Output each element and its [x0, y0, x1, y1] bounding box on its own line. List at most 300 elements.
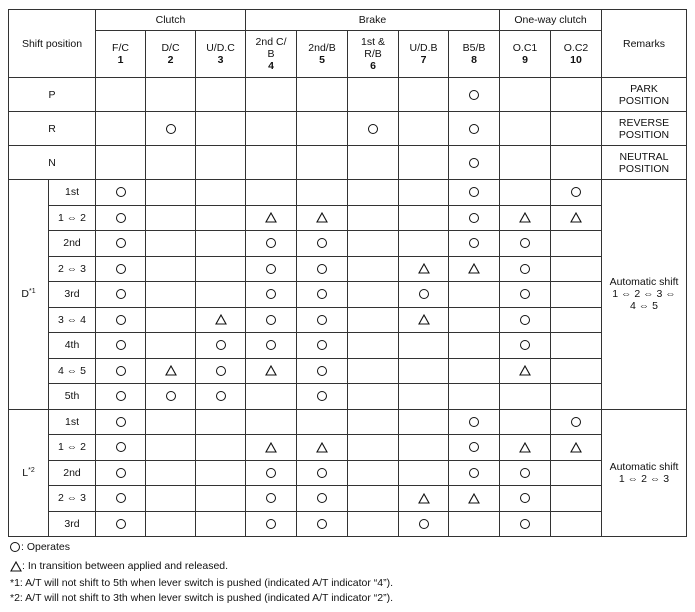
table-cell [348, 511, 399, 537]
table-cell [399, 486, 449, 512]
gear-label: 4 ⇔ 5 [49, 358, 96, 384]
circle-icon [571, 417, 581, 427]
table-cell [246, 78, 297, 112]
table-cell [196, 112, 246, 146]
table-cell [96, 511, 146, 537]
table-cell [500, 358, 551, 384]
table-cell [196, 409, 246, 435]
table-cell [297, 205, 348, 231]
circle-icon [469, 417, 479, 427]
table-cell [399, 112, 449, 146]
table-cell [500, 486, 551, 512]
table-cell [348, 460, 399, 486]
column-number: 2 [167, 54, 174, 66]
table-cell [96, 486, 146, 512]
column-number: 1 [117, 54, 124, 66]
table-cell [146, 180, 196, 206]
table-cell [551, 112, 602, 146]
table-cell [348, 180, 399, 206]
column-name: B5/B [462, 42, 486, 54]
table-cell [449, 231, 500, 257]
column-header [96, 31, 146, 78]
table-cell [551, 256, 602, 282]
table-cell [399, 256, 449, 282]
table-cell [449, 486, 500, 512]
circle-icon [520, 264, 530, 274]
table-cell [246, 486, 297, 512]
circle-icon [116, 213, 126, 223]
table-row [9, 112, 687, 146]
table-cell [297, 180, 348, 206]
table-cell [96, 112, 146, 146]
circle-icon [216, 366, 226, 376]
table-cell [449, 307, 500, 333]
table-cell [500, 205, 551, 231]
column-name: 2nd/B [308, 42, 336, 54]
table-cell [399, 358, 449, 384]
table-cell [399, 384, 449, 410]
table-cell [500, 333, 551, 359]
circle-icon [317, 366, 327, 376]
table-row [9, 384, 687, 410]
shift-position-label: P [9, 78, 96, 112]
table-cell [146, 435, 196, 461]
table-cell [246, 460, 297, 486]
table-cell [146, 231, 196, 257]
triangle-icon [519, 212, 531, 223]
table-cell [196, 146, 246, 180]
table-row [9, 333, 687, 359]
table-cell [146, 307, 196, 333]
table-cell [146, 486, 196, 512]
column-number: 7 [420, 54, 427, 66]
table-cell [348, 256, 399, 282]
table-cell [196, 256, 246, 282]
table-cell [551, 384, 602, 410]
table-cell [196, 205, 246, 231]
table-cell [500, 112, 551, 146]
table-cell [449, 409, 500, 435]
triangle-icon [265, 212, 277, 223]
circle-icon [368, 124, 378, 134]
table-cell [146, 384, 196, 410]
circle-icon [266, 315, 276, 325]
table-row [9, 205, 687, 231]
circle-icon [216, 391, 226, 401]
column-name: O.C1 [512, 42, 538, 54]
table-cell [146, 78, 196, 112]
circle-icon [266, 468, 276, 478]
table-cell [297, 112, 348, 146]
table-cell [399, 282, 449, 308]
legend-transition [10, 560, 228, 573]
triangle-icon [316, 442, 328, 453]
table-cell [399, 146, 449, 180]
circle-icon [116, 519, 126, 529]
range-label-text: L [22, 466, 29, 479]
table-cell [146, 282, 196, 308]
table-cell [146, 358, 196, 384]
circle-icon [116, 417, 126, 427]
gear-label: 3rd [49, 511, 96, 537]
circle-icon [469, 90, 479, 100]
table-row [9, 307, 687, 333]
range-label-d [9, 180, 49, 410]
remarks-cell: Automatic shift 1 ⇔ 2 ⇔ 3 [602, 409, 687, 537]
table-cell [196, 180, 246, 206]
circle-icon [116, 442, 126, 452]
circle-icon [166, 391, 176, 401]
column-header [551, 31, 602, 78]
table-cell [297, 146, 348, 180]
table-cell [246, 333, 297, 359]
circle-icon [317, 315, 327, 325]
shift-position-table [8, 9, 687, 537]
circle-icon [116, 340, 126, 350]
table-cell [96, 231, 146, 257]
range-label-footnote-mark: *1 [28, 288, 36, 296]
circle-icon [116, 366, 126, 376]
triangle-icon [215, 314, 227, 325]
table-cell [146, 409, 196, 435]
table-cell [348, 146, 399, 180]
table-cell [196, 460, 246, 486]
circle-icon [317, 468, 327, 478]
gear-label: 1st [49, 180, 96, 206]
table-cell [551, 231, 602, 257]
circle-icon [469, 124, 479, 134]
table-cell [246, 256, 297, 282]
table-cell [297, 78, 348, 112]
table-cell [348, 205, 399, 231]
table-cell [500, 231, 551, 257]
table-cell [246, 435, 297, 461]
table-cell [449, 205, 500, 231]
circle-icon [520, 519, 530, 529]
table-cell [297, 333, 348, 359]
table-cell [96, 409, 146, 435]
table-cell [196, 78, 246, 112]
table-cell [500, 409, 551, 435]
table-cell [297, 511, 348, 537]
table-cell [196, 231, 246, 257]
table-cell [551, 333, 602, 359]
table-row [9, 460, 687, 486]
column-header [449, 31, 500, 78]
shift-position-label: N [9, 146, 96, 180]
gear-label: 4th [49, 333, 96, 359]
footnote-1: *1: A/T will not shift to 5th when lever switch is pushed (indicated A/T indicator “4”). [10, 577, 394, 589]
triangle-icon [265, 365, 277, 376]
table-cell [551, 435, 602, 461]
shift-position-header: Shift position [9, 10, 96, 78]
table-cell [246, 307, 297, 333]
triangle-icon [418, 263, 430, 274]
table-cell [449, 282, 500, 308]
circle-icon [419, 519, 429, 529]
gear-label: 5th [49, 384, 96, 410]
table-cell [449, 384, 500, 410]
circle-icon [317, 238, 327, 248]
circle-icon [266, 493, 276, 503]
table-cell [96, 180, 146, 206]
circle-icon [317, 391, 327, 401]
circle-icon [520, 340, 530, 350]
table-cell [246, 511, 297, 537]
table-cell [449, 256, 500, 282]
circle-icon [520, 289, 530, 299]
column-header [399, 31, 449, 78]
table-cell [297, 435, 348, 461]
remarks-cell: REVERSE POSITION [602, 112, 687, 146]
table-row [9, 511, 687, 537]
circle-icon [116, 187, 126, 197]
table-cell [96, 307, 146, 333]
remarks-header: Remarks [602, 10, 687, 78]
table-cell [146, 333, 196, 359]
table-cell [399, 511, 449, 537]
table-cell [399, 435, 449, 461]
table-cell [196, 333, 246, 359]
circle-icon [216, 340, 226, 350]
circle-icon [469, 468, 479, 478]
circle-icon [116, 289, 126, 299]
circle-icon [317, 493, 327, 503]
table-cell [297, 384, 348, 410]
table-cell [348, 384, 399, 410]
table-cell [551, 205, 602, 231]
column-number: 4 [268, 60, 274, 72]
table-row [9, 180, 687, 206]
table-cell [246, 180, 297, 206]
circle-icon [266, 519, 276, 529]
table-cell [500, 146, 551, 180]
gear-label: 2 ⇔ 3 [49, 256, 96, 282]
shift-position-label: R [9, 112, 96, 146]
circle-icon [419, 289, 429, 299]
circle-icon [116, 391, 126, 401]
triangle-icon [316, 212, 328, 223]
table-cell [449, 333, 500, 359]
range-label-footnote-mark: *2 [28, 466, 35, 474]
circle-icon [116, 238, 126, 248]
column-header [146, 31, 196, 78]
circle-icon [166, 124, 176, 134]
table-cell [449, 435, 500, 461]
table-cell [551, 282, 602, 308]
column-name: U/D.C [206, 42, 235, 54]
table-cell [246, 409, 297, 435]
table-cell [399, 78, 449, 112]
column-number: 5 [319, 54, 325, 66]
column-header [500, 31, 551, 78]
triangle-icon [265, 442, 277, 453]
table-cell [146, 146, 196, 180]
table-cell [500, 180, 551, 206]
circle-icon [520, 238, 530, 248]
table-cell [246, 358, 297, 384]
circle-icon [317, 340, 327, 350]
table-cell [348, 231, 399, 257]
legend-operates-text: : Operates [21, 541, 71, 553]
circle-icon [116, 468, 126, 478]
table-cell [551, 460, 602, 486]
circle-icon [520, 315, 530, 325]
table-cell [500, 256, 551, 282]
table-row [9, 256, 687, 282]
gear-label: 1st [49, 409, 96, 435]
triangle-icon [519, 365, 531, 376]
table-cell [196, 307, 246, 333]
circle-icon [10, 542, 20, 552]
circle-icon [520, 493, 530, 503]
table-cell [96, 146, 146, 180]
table-cell [399, 409, 449, 435]
circle-icon [116, 264, 126, 274]
remarks-cell: PARK POSITION [602, 78, 687, 112]
table-cell [449, 460, 500, 486]
table-cell [399, 205, 449, 231]
table-cell [146, 112, 196, 146]
table-cell [246, 205, 297, 231]
triangle-icon [418, 314, 430, 325]
table-cell [551, 78, 602, 112]
table-cell [348, 78, 399, 112]
table-cell [297, 358, 348, 384]
gear-label: 1 ⇔ 2 [49, 205, 96, 231]
table-row [9, 231, 687, 257]
circle-icon [317, 264, 327, 274]
column-header [348, 31, 399, 78]
triangle-icon [165, 365, 177, 376]
table-cell [246, 231, 297, 257]
group-header-clutch: Clutch [96, 10, 246, 31]
table-row [9, 409, 687, 435]
table-cell [96, 384, 146, 410]
table-cell [348, 307, 399, 333]
table-cell [297, 307, 348, 333]
circle-icon [317, 519, 327, 529]
table-cell [551, 146, 602, 180]
circle-icon [520, 468, 530, 478]
table-cell [348, 333, 399, 359]
table-cell [551, 307, 602, 333]
table-cell [551, 409, 602, 435]
triangle-icon [468, 263, 480, 274]
table-cell [297, 460, 348, 486]
table-cell [196, 486, 246, 512]
table-cell [196, 282, 246, 308]
table-cell [196, 435, 246, 461]
circle-icon [469, 158, 479, 168]
column-name: U/D.B [409, 42, 438, 54]
circle-icon [469, 187, 479, 197]
table-cell [348, 358, 399, 384]
table-cell [96, 358, 146, 384]
table-cell [246, 282, 297, 308]
gear-label: 2nd [49, 231, 96, 257]
table-cell [551, 486, 602, 512]
table-cell [449, 180, 500, 206]
column-name: O.C2 [563, 42, 589, 54]
table-cell [96, 282, 146, 308]
gear-label: 3rd [49, 282, 96, 308]
table-cell [297, 256, 348, 282]
circle-icon [469, 213, 479, 223]
table-cell [246, 112, 297, 146]
circle-icon [469, 442, 479, 452]
column-name: 2nd C/ B [255, 36, 287, 60]
table-cell [399, 231, 449, 257]
circle-icon [266, 289, 276, 299]
table-cell [96, 256, 146, 282]
table-cell [348, 112, 399, 146]
table-row [9, 282, 687, 308]
table-cell [146, 256, 196, 282]
gear-label: 2 ⇔ 3 [49, 486, 96, 512]
table-cell [500, 78, 551, 112]
table-cell [297, 282, 348, 308]
table-cell [449, 112, 500, 146]
group-header-brake: Brake [246, 10, 500, 31]
triangle-icon [570, 442, 582, 453]
table-row [9, 358, 687, 384]
table-cell [348, 486, 399, 512]
gear-label: 2nd [49, 460, 96, 486]
table-cell [399, 460, 449, 486]
circle-icon [116, 493, 126, 503]
column-header [196, 31, 246, 78]
table-cell [246, 146, 297, 180]
range-label-text: D [21, 288, 29, 301]
legend-operates [10, 541, 70, 554]
table-cell [96, 460, 146, 486]
column-number: 6 [370, 60, 376, 72]
triangle-icon [468, 493, 480, 504]
table-cell [297, 409, 348, 435]
table-cell [96, 333, 146, 359]
table-cell [500, 460, 551, 486]
table-cell [146, 205, 196, 231]
table-cell [348, 435, 399, 461]
table-cell [348, 282, 399, 308]
circle-icon [571, 187, 581, 197]
table-cell [196, 384, 246, 410]
remarks-cell: Automatic shift 1 ⇔ 2 ⇔ 3 ⇔ 4 ⇔ 5 [602, 180, 687, 410]
legend-transition-text: : In transition between applied and released. [22, 560, 229, 572]
table-row [9, 78, 687, 112]
triangle-icon [10, 561, 22, 572]
triangle-icon [418, 493, 430, 504]
column-name: F/C [112, 42, 129, 54]
table-cell [500, 307, 551, 333]
triangle-icon [570, 212, 582, 223]
table-cell [551, 180, 602, 206]
table-cell [500, 384, 551, 410]
table-cell [196, 511, 246, 537]
table-cell [96, 435, 146, 461]
table-row [9, 486, 687, 512]
table-cell [399, 307, 449, 333]
table-cell [146, 460, 196, 486]
triangle-icon [519, 442, 531, 453]
table-cell [399, 180, 449, 206]
table-cell [96, 205, 146, 231]
table-cell [551, 358, 602, 384]
table-cell [348, 409, 399, 435]
circle-icon [317, 289, 327, 299]
table-cell [146, 511, 196, 537]
